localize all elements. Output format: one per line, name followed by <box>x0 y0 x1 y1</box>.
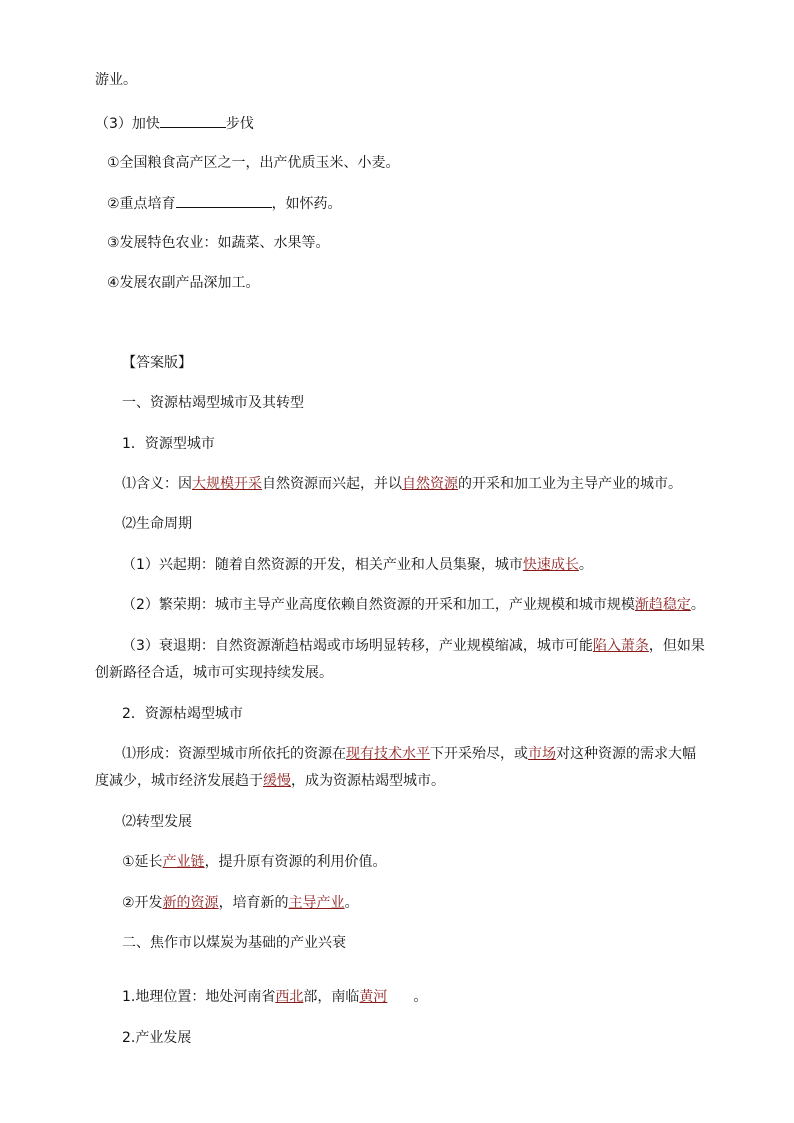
fill-blank[interactable] <box>176 193 272 208</box>
text-line: （2）繁荣期：城市主导产业高度依赖自然资源的开采和加工，产业规模和城市规模渐趋稳定。 <box>122 597 705 613</box>
text-line: ⑵生命周期 <box>122 516 192 532</box>
text-line: ②开发新的资源，培育新的主导产业。 <box>122 895 359 911</box>
answer-text: 陷入萧条 <box>592 638 649 654</box>
text-line: （3）加快 步伐 <box>95 113 254 134</box>
text-line: 度减少，城市经济发展趋于缓慢，成为资源枯竭型城市。 <box>95 773 445 789</box>
section-title: 二、焦作市以煤炭为基础的产业兴衰 <box>122 935 346 951</box>
text-line: ②重点培育 ，如怀药。 <box>107 193 342 214</box>
text-line: （3）衰退期：自然资源渐趋枯竭或市场明显转移，产业规模缩减，城市可能陷入萧条，但如果 <box>122 638 705 654</box>
text-line: ⑴形成：资源型城市所依托的资源在现有技术水平下开采殆尽，或市场对这种资源的需求大幅 <box>122 746 696 762</box>
text-line: 1.地理位置：地处河南省西北部，南临黄河 。 <box>122 989 428 1005</box>
text-line: ①延长产业链，提升原有资源的利用价值。 <box>122 854 387 870</box>
text-line: ⑵转型发展 <box>122 814 192 830</box>
text-line: ③发展特色农业：如蔬菜、水果等。 <box>107 235 330 251</box>
answer-text: 大规模开采 <box>192 476 262 492</box>
answer-text: 现有技术水平 <box>346 746 430 762</box>
answer-text: 缓慢 <box>263 773 291 789</box>
text-line: 游业。 <box>95 72 137 88</box>
answer-text: 产业链 <box>162 854 205 870</box>
text-line: ⑴含义：因大规模开采自然资源而兴起，并以自然资源的开采和加工业为主导产业的城市。 <box>122 476 682 492</box>
answer-text: 快速成长 <box>522 557 579 573</box>
answer-text: 黄河 <box>359 989 388 1005</box>
answer-text: 渐趋稳定 <box>634 597 691 613</box>
answer-text: 新的资源 <box>162 895 219 911</box>
answer-text: 自然资源 <box>402 476 458 492</box>
fill-blank[interactable] <box>160 113 226 128</box>
text-line: ①全国粮食高产区之一，出产优质玉米、小麦。 <box>107 155 400 171</box>
answer-text: 市场 <box>528 746 556 762</box>
subsection-title: 2．资源枯竭型城市 <box>122 706 243 722</box>
answer-text: 主导产业 <box>288 895 345 911</box>
answer-text: 西北 <box>275 989 304 1005</box>
text-line: 创新路径合适，城市可实现持续发展。 <box>95 665 333 681</box>
text-line: ④发展农副产品深加工。 <box>107 275 260 291</box>
subsection-title: 1．资源型城市 <box>122 436 215 452</box>
subsection-title: 2.产业发展 <box>122 1030 192 1046</box>
section-title: 一、资源枯竭型城市及其转型 <box>122 395 304 411</box>
text-line: （1）兴起期：随着自然资源的开发，相关产业和人员集聚，城市快速成长。 <box>122 557 593 573</box>
section-heading: 【答案版】 <box>122 355 192 371</box>
